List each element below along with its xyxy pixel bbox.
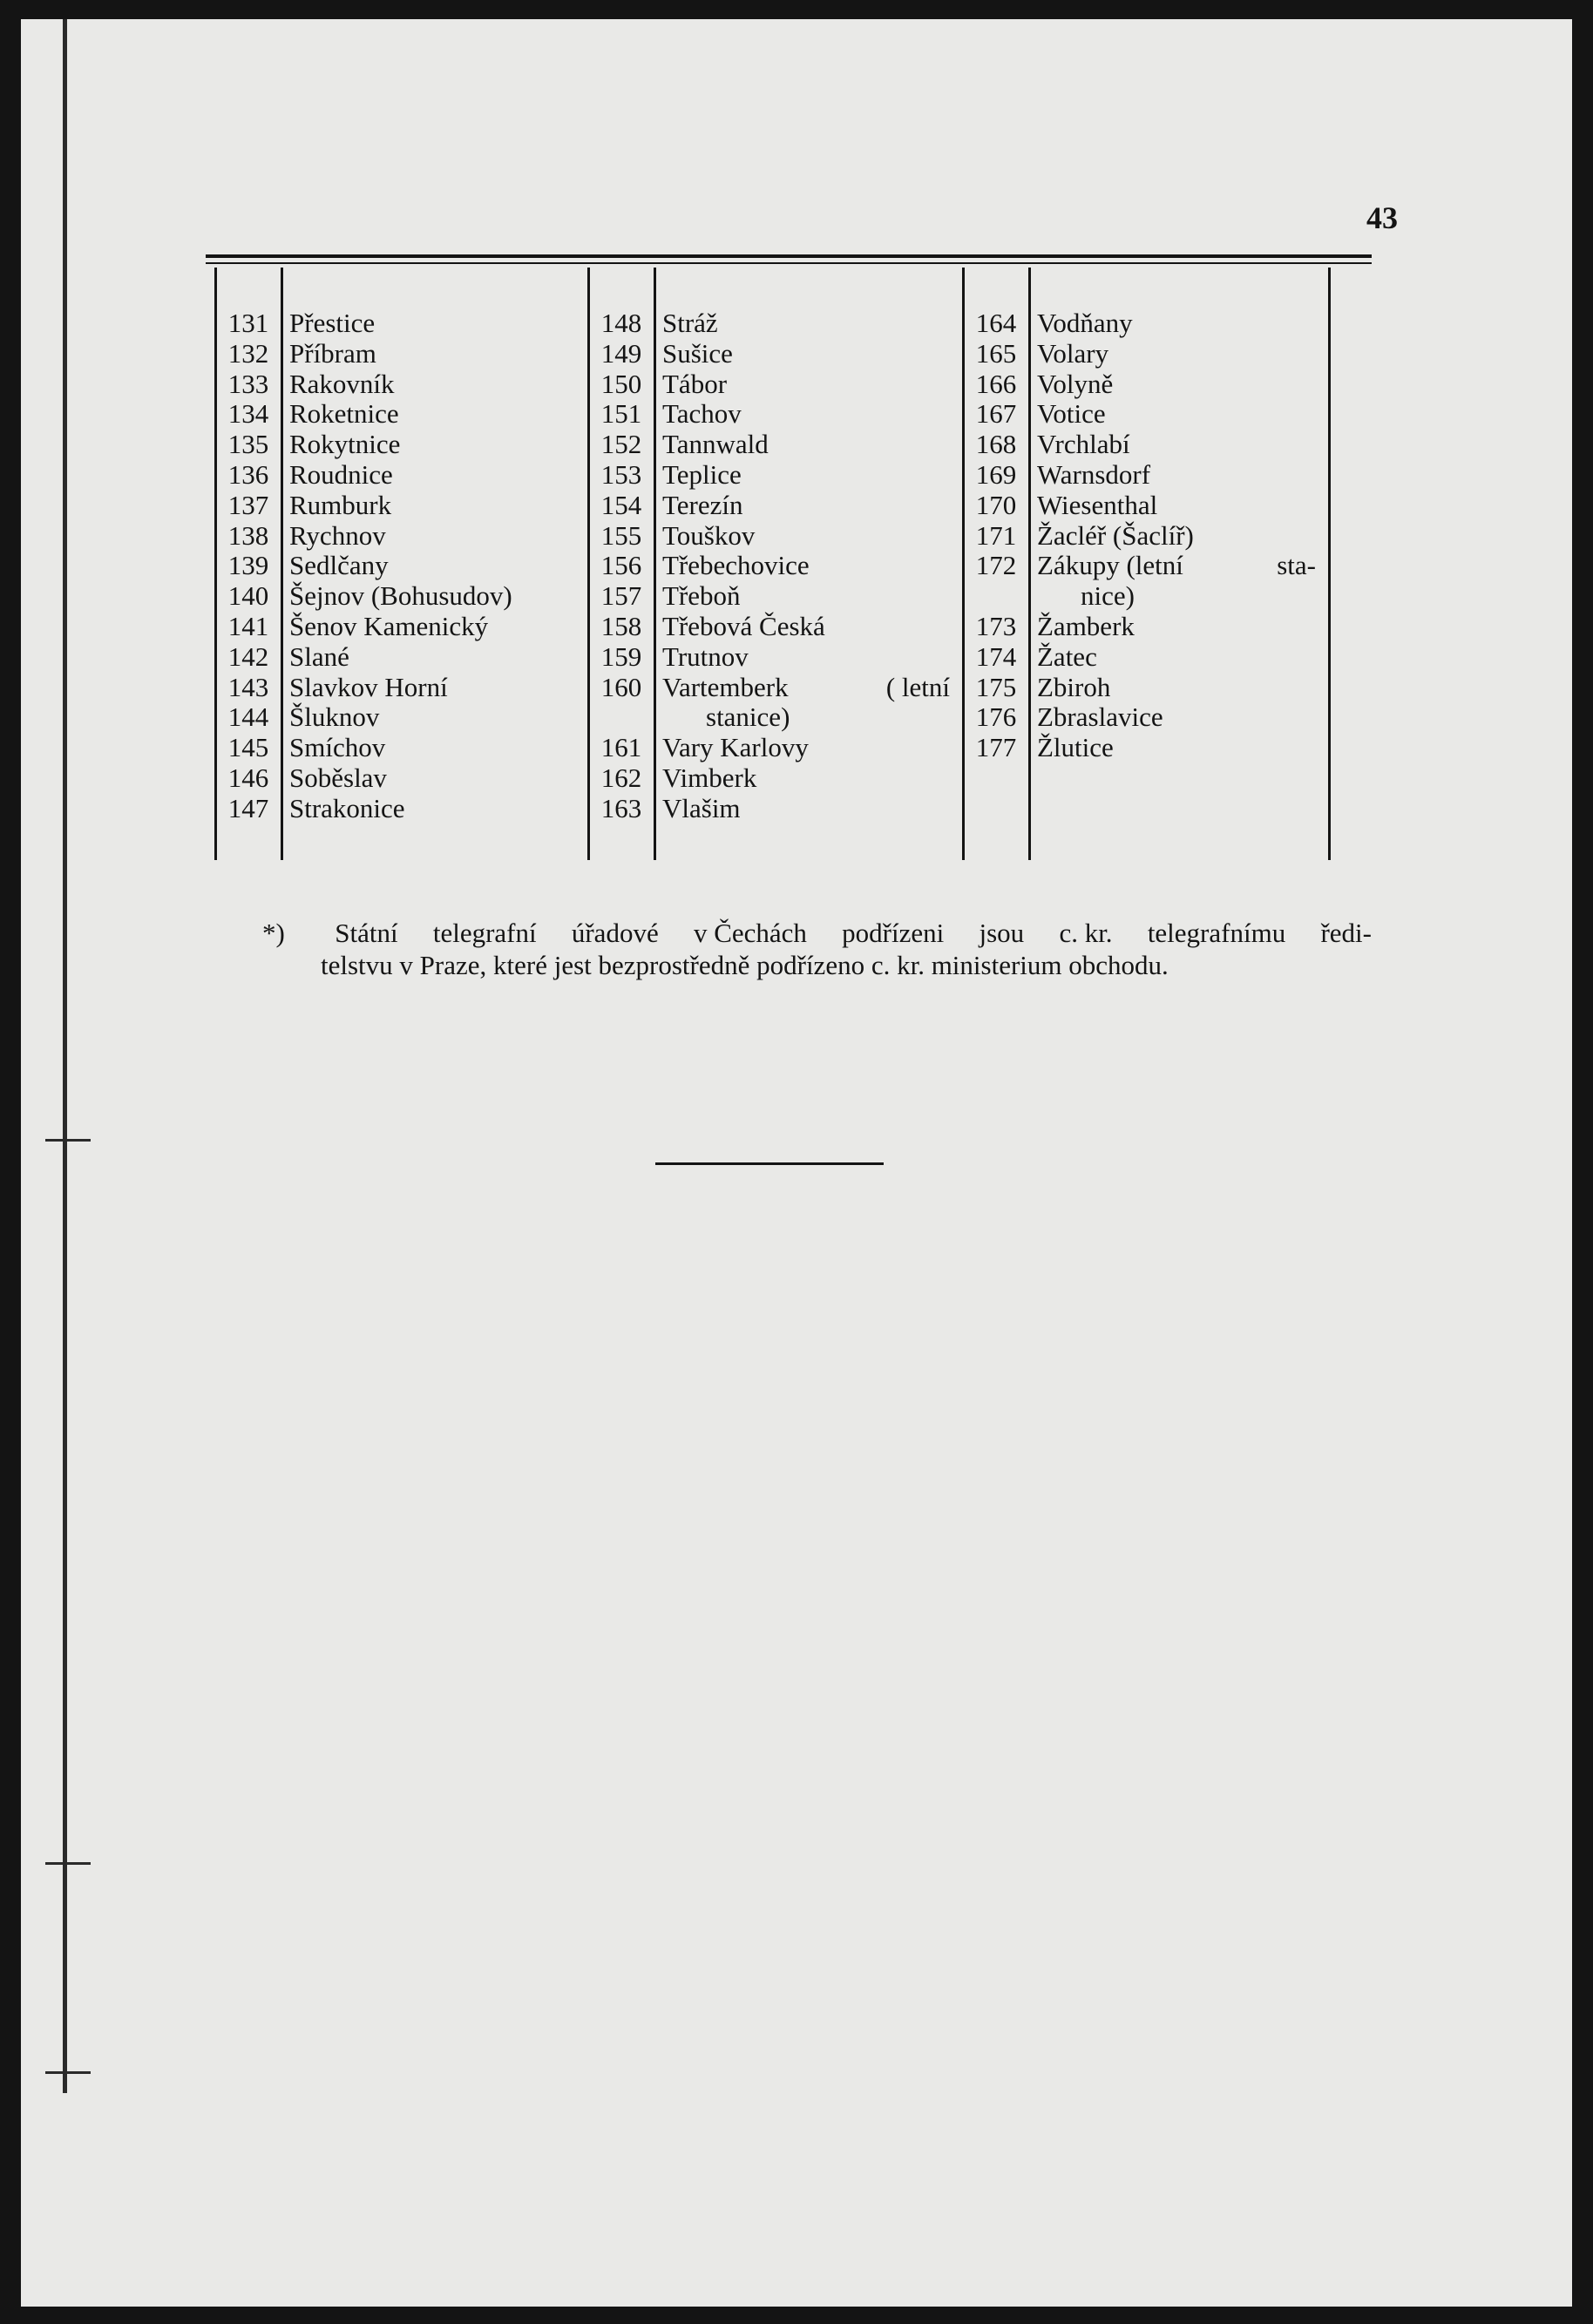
entry-name: Roketnice — [289, 398, 399, 430]
entry-number: 149 — [600, 337, 642, 369]
table-row — [967, 430, 1316, 460]
table-row — [220, 460, 512, 491]
entry-name: Žatec — [1037, 640, 1097, 672]
entry-name: Zbiroh — [1037, 671, 1111, 702]
footnote-line: telstvu v Praze, které jest bezprostředně podřízeno c. kr. ministerium obchodu. — [321, 950, 1169, 980]
entry-name: Žlutice — [1037, 732, 1114, 763]
entry-name: Vimberk — [662, 762, 757, 793]
entry-number: 167 — [975, 398, 1017, 430]
table-row — [967, 460, 1316, 491]
entry-name: Volyně — [1037, 368, 1114, 399]
entry-name: Touškov — [662, 519, 756, 551]
entry-name: Třebechovice — [662, 550, 810, 581]
entry-number: 157 — [600, 580, 642, 612]
entry-name: Terezín — [662, 489, 743, 520]
binding-mark — [45, 1139, 91, 1142]
entry-name: Šejnov (Bohusudov) — [289, 580, 512, 612]
entry-number: 165 — [975, 337, 1017, 369]
entry-name: Sušice — [662, 337, 733, 369]
entry-number: 173 — [975, 610, 1017, 641]
table-row — [967, 612, 1316, 642]
entry-number: 144 — [227, 701, 269, 733]
entry-number: 164 — [975, 308, 1017, 338]
table-row — [967, 702, 1316, 733]
binding-mark — [45, 1862, 91, 1865]
entry-number: 137 — [227, 489, 269, 520]
table-row — [220, 430, 512, 460]
table-row — [220, 673, 512, 703]
entry-name: Vrchlabí — [1037, 429, 1130, 460]
table-row — [967, 551, 1316, 581]
entry-name: Žamberk — [1037, 610, 1135, 641]
entry-number: 171 — [975, 519, 1017, 551]
table-row — [220, 763, 512, 794]
entry-number: 162 — [600, 762, 642, 793]
entry-number: 172 — [975, 550, 1017, 581]
footnote-word: c. kr. — [1059, 918, 1113, 948]
entry-name: Volary — [1037, 337, 1109, 369]
table-row — [967, 369, 1316, 400]
table-row — [593, 339, 950, 369]
table-top-rule — [206, 254, 1372, 264]
entry-name — [1025, 551, 1316, 581]
footnote — [262, 917, 1372, 981]
entry-name: Trutnov — [662, 640, 749, 672]
entry-number: 158 — [600, 610, 642, 641]
entry-number: 146 — [227, 762, 269, 793]
entry-name: Rychnov — [289, 519, 386, 551]
entry-number: 174 — [975, 640, 1017, 672]
footnote-word: v Čechách — [693, 918, 807, 948]
entry-name: Šluknov — [289, 701, 380, 733]
entry-number: 152 — [600, 429, 642, 460]
entry-number: 159 — [600, 640, 642, 672]
entry-number: 148 — [600, 308, 642, 338]
table-row — [967, 581, 1316, 612]
entry-number: 156 — [600, 550, 642, 581]
footnote-word: ředi- — [1320, 918, 1372, 948]
entry-name: Soběslav — [289, 762, 387, 793]
table-row — [593, 430, 950, 460]
column-rule — [1328, 268, 1331, 860]
footnote-marker: *) — [262, 918, 285, 948]
table-row — [220, 794, 512, 824]
table-row — [593, 308, 950, 339]
binding-mark — [45, 2071, 91, 2074]
table-column-3 — [967, 308, 1316, 763]
entry-number: 154 — [600, 489, 642, 520]
entry-name-part: Zákupy (letní — [1037, 550, 1183, 581]
table-row — [593, 702, 950, 733]
footnote-word: Státní — [335, 918, 398, 948]
table-row — [220, 733, 512, 763]
entry-number: 133 — [227, 368, 269, 399]
closing-rule — [655, 1162, 884, 1165]
entry-name: Vodňany — [1037, 308, 1133, 338]
entry-name: Stráž — [662, 308, 718, 338]
entry-number: 163 — [600, 792, 642, 823]
entry-number: 134 — [227, 398, 269, 430]
entry-number: 139 — [227, 550, 269, 581]
entry-number: 132 — [227, 337, 269, 369]
table-row — [593, 642, 950, 673]
table-row — [593, 491, 950, 521]
table-row — [967, 339, 1316, 369]
entry-number: 142 — [227, 640, 269, 672]
entry-number: 160 — [600, 671, 642, 702]
table-row — [593, 581, 950, 612]
entry-number: 136 — [227, 458, 269, 490]
table-row — [593, 733, 950, 763]
column-rule — [214, 268, 217, 860]
table-row — [220, 308, 512, 339]
entry-name: Vary Karlovy — [662, 732, 809, 763]
entry-name: Slané — [289, 640, 349, 672]
footnote-word: jsou — [979, 918, 1025, 948]
entry-name: Tachov — [662, 398, 742, 430]
entry-number: 145 — [227, 732, 269, 763]
column-rule — [962, 268, 965, 860]
entry-name: Tábor — [662, 368, 728, 399]
table-row — [220, 581, 512, 612]
table-row — [593, 460, 950, 491]
footnote-line — [262, 917, 1372, 949]
entry-number: 161 — [600, 732, 642, 763]
entry-name-part: Vartemberk — [662, 671, 789, 702]
entry-name: Warnsdorf — [1037, 458, 1151, 490]
entry-name: Zbraslavice — [1037, 701, 1163, 733]
entry-number: 168 — [975, 429, 1017, 460]
table-row — [220, 369, 512, 400]
entry-name: Roudnice — [289, 458, 393, 490]
table-row — [593, 673, 950, 703]
entry-number: 140 — [227, 580, 269, 612]
entry-number — [593, 702, 650, 733]
table-row — [593, 551, 950, 581]
entry-number: 176 — [975, 701, 1017, 733]
entry-name: Smíchov — [289, 732, 386, 763]
entry-name: Rakovník — [289, 368, 395, 399]
entry-name: Žacléř (Šaclíř) — [1037, 519, 1194, 551]
entry-name: Příbram — [289, 337, 376, 369]
table-row — [220, 491, 512, 521]
entry-number — [967, 581, 1025, 612]
table-row — [967, 399, 1316, 430]
table-row — [967, 733, 1316, 763]
table-row — [220, 612, 512, 642]
entry-name-continuation: stanice) — [706, 701, 790, 733]
entry-number: 170 — [975, 489, 1017, 520]
entry-number: 177 — [975, 732, 1017, 763]
entry-number: 138 — [227, 519, 269, 551]
table-row — [593, 794, 950, 824]
entry-name: Sedlčany — [289, 550, 389, 581]
entry-name: Rumburk — [289, 489, 392, 520]
entry-name: Tannwald — [662, 429, 769, 460]
table-row — [593, 399, 950, 430]
entry-number: 143 — [227, 671, 269, 702]
entry-name: Třeboň — [662, 580, 741, 612]
entry-number: 135 — [227, 429, 269, 460]
table-row — [967, 642, 1316, 673]
table-row — [220, 551, 512, 581]
footnote-word: telegrafnímu — [1147, 918, 1286, 948]
table-row — [593, 612, 950, 642]
entry-number: 147 — [227, 792, 269, 823]
footnote-word: úřadové — [571, 918, 659, 948]
entry-number: 166 — [975, 368, 1017, 399]
table-row — [593, 763, 950, 794]
entry-name: Rokytnice — [289, 429, 401, 460]
table-row — [220, 702, 512, 733]
entry-number: 153 — [600, 458, 642, 490]
table-row — [967, 491, 1316, 521]
entry-name: Šenov Kamenický — [289, 610, 489, 641]
entry-name: Wiesenthal — [1037, 489, 1158, 520]
scanned-page — [21, 19, 1572, 2307]
entry-name: Přestice — [289, 308, 376, 338]
footnote-word: telegrafní — [432, 918, 537, 948]
entry-name-continuation: nice) — [1081, 580, 1135, 612]
table-row — [593, 369, 950, 400]
table-row — [967, 521, 1316, 552]
entry-name — [650, 673, 950, 703]
table-row — [967, 673, 1316, 703]
entry-name: Teplice — [662, 458, 742, 490]
entry-number: 151 — [600, 398, 642, 430]
entry-name: Strakonice — [289, 792, 405, 823]
entry-number: 141 — [227, 610, 269, 641]
table-column-1 — [220, 308, 512, 824]
entry-number: 169 — [975, 458, 1017, 490]
table-row — [220, 642, 512, 673]
table-row — [220, 521, 512, 552]
page-inner — [21, 19, 1572, 2307]
table-row — [220, 399, 512, 430]
entry-name: Votice — [1037, 398, 1106, 430]
entry-name: Slavkov Horní — [289, 671, 448, 702]
footnote-word: podřízeni — [842, 918, 945, 948]
entry-name: Třebová Česká — [662, 610, 825, 641]
entry-number: 155 — [600, 519, 642, 551]
entry-number: 150 — [600, 368, 642, 399]
column-rule — [587, 268, 590, 860]
entry-name-part: ( letní — [885, 671, 950, 702]
table-row — [593, 521, 950, 552]
table-row — [967, 308, 1316, 339]
entry-name-part: sta- — [1277, 550, 1316, 581]
page-number: 43 — [1366, 200, 1398, 235]
entry-number: 131 — [227, 308, 269, 338]
entry-number: 175 — [975, 671, 1017, 702]
binding-edge — [63, 19, 67, 2093]
entry-name: Vlašim — [662, 792, 741, 823]
table-column-2 — [593, 308, 950, 824]
table-row — [220, 339, 512, 369]
